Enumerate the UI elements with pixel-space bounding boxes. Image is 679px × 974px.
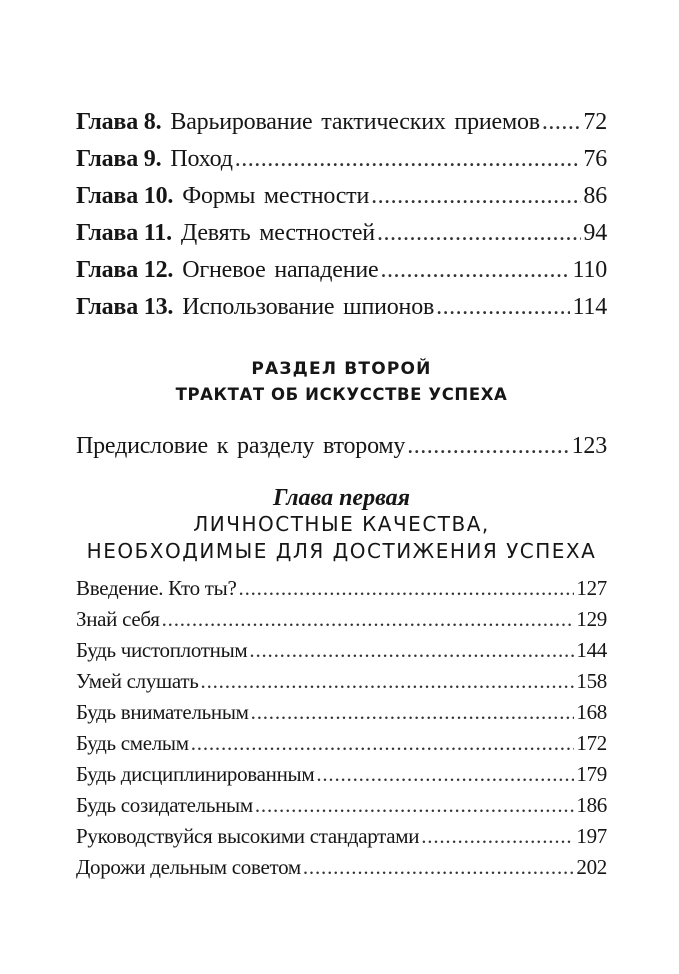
chapter-one-label: Глава первая bbox=[272, 485, 410, 511]
toc-row[interactable] bbox=[76, 215, 607, 252]
entry-title: Введение. Кто ты? bbox=[76, 576, 237, 600]
page-number: 202 bbox=[576, 855, 607, 879]
leader-dots bbox=[235, 141, 582, 178]
chapter-title: Варьирование тактических приемов bbox=[170, 109, 540, 135]
entry-title: Будь чистоплотным bbox=[76, 638, 248, 662]
chapter-title: Поход bbox=[170, 146, 233, 172]
toc-row[interactable] bbox=[76, 790, 607, 821]
leader-dots bbox=[542, 104, 581, 141]
page-number: 144 bbox=[576, 638, 607, 662]
section-label: РАЗДЕЛ ВТОРОЙ bbox=[251, 359, 432, 379]
chapter-number: Глава 8. bbox=[76, 109, 162, 135]
leader-dots bbox=[255, 790, 575, 821]
leader-dots bbox=[249, 635, 574, 666]
leader-dots bbox=[436, 289, 570, 326]
toc-row[interactable] bbox=[76, 821, 607, 852]
leader-dots bbox=[377, 215, 581, 252]
chapter-title: Огневое нападение bbox=[182, 257, 379, 283]
page-number: 114 bbox=[572, 294, 607, 320]
chapter-one-title-line1: ЛИЧНОСТНЫЕ КАЧЕСТВА, bbox=[193, 512, 490, 536]
leader-dots bbox=[239, 573, 575, 604]
leader-dots bbox=[251, 697, 575, 728]
toc-row[interactable] bbox=[76, 104, 607, 141]
leader-dots bbox=[380, 252, 570, 289]
leader-dots bbox=[303, 852, 575, 883]
page-number: 127 bbox=[576, 576, 607, 600]
toc-row[interactable] bbox=[76, 178, 607, 215]
entry-title: Умей слушать bbox=[76, 669, 199, 693]
toc-row-preface[interactable] bbox=[76, 428, 607, 465]
leader-dots bbox=[421, 821, 574, 852]
page-number: 110 bbox=[572, 257, 607, 283]
chapter-one-title-line2: НЕОБХОДИМЫЕ ДЛЯ ДОСТИЖЕНИЯ УСПЕХА bbox=[86, 539, 597, 563]
page-number: 158 bbox=[576, 669, 607, 693]
toc-row[interactable] bbox=[76, 635, 607, 666]
chapter-number: Глава 10. bbox=[76, 183, 174, 209]
page-number: 72 bbox=[583, 109, 607, 135]
leader-dots bbox=[407, 428, 569, 465]
chapter-title: Девять местностей bbox=[180, 220, 375, 246]
chapter-number: Глава 12. bbox=[76, 257, 174, 283]
page-number: 86 bbox=[583, 183, 607, 209]
section-title: ТРАКТАТ ОБ ИСКУССТВЕ УСПЕХА bbox=[175, 385, 508, 404]
page-number: 94 bbox=[583, 220, 607, 246]
toc-row[interactable] bbox=[76, 728, 607, 759]
chapter-number: Глава 11. bbox=[76, 220, 172, 246]
chapter-list bbox=[76, 104, 607, 326]
chapter-one-entries bbox=[76, 573, 607, 883]
leader-dots bbox=[191, 728, 575, 759]
page-number: 76 bbox=[583, 146, 607, 172]
toc-row[interactable] bbox=[76, 141, 607, 178]
entry-title: Руководствуйся высокими стандартами bbox=[76, 824, 420, 848]
toc-row[interactable] bbox=[76, 666, 607, 697]
entry-title: Будь смелым bbox=[76, 731, 189, 755]
leader-dots bbox=[316, 759, 574, 790]
leader-dots bbox=[162, 604, 575, 635]
toc-row[interactable] bbox=[76, 604, 607, 635]
page-number: 168 bbox=[576, 700, 607, 724]
entry-title: Будь дисциплинированным bbox=[76, 762, 315, 786]
entry-title: Дорожи дельным советом bbox=[76, 855, 301, 879]
page-number: 172 bbox=[576, 731, 607, 755]
toc-row[interactable] bbox=[76, 573, 607, 604]
entry-title: Будь внимательным bbox=[76, 700, 249, 724]
leader-dots bbox=[371, 178, 581, 215]
chapter-number: Глава 9. bbox=[76, 146, 162, 172]
leader-dots bbox=[201, 666, 575, 697]
entry-title: Будь созидательным bbox=[76, 793, 253, 817]
page-number: 129 bbox=[576, 607, 607, 631]
chapter-title: Формы местности bbox=[182, 183, 370, 209]
toc-row[interactable] bbox=[76, 759, 607, 790]
toc-row[interactable] bbox=[76, 852, 607, 883]
entry-title: Знай себя bbox=[76, 607, 160, 631]
page-number: 197 bbox=[576, 824, 607, 848]
toc-row[interactable] bbox=[76, 697, 607, 728]
chapter-title: Использование шпионов bbox=[182, 294, 435, 320]
toc-row[interactable] bbox=[76, 252, 607, 289]
page-number: 186 bbox=[576, 793, 607, 817]
chapter-number: Глава 13. bbox=[76, 294, 174, 320]
page-number: 123 bbox=[571, 433, 607, 459]
toc-row[interactable] bbox=[76, 289, 607, 326]
page-number: 179 bbox=[576, 762, 607, 786]
preface-title: Предисловие к разделу второму bbox=[76, 433, 406, 459]
